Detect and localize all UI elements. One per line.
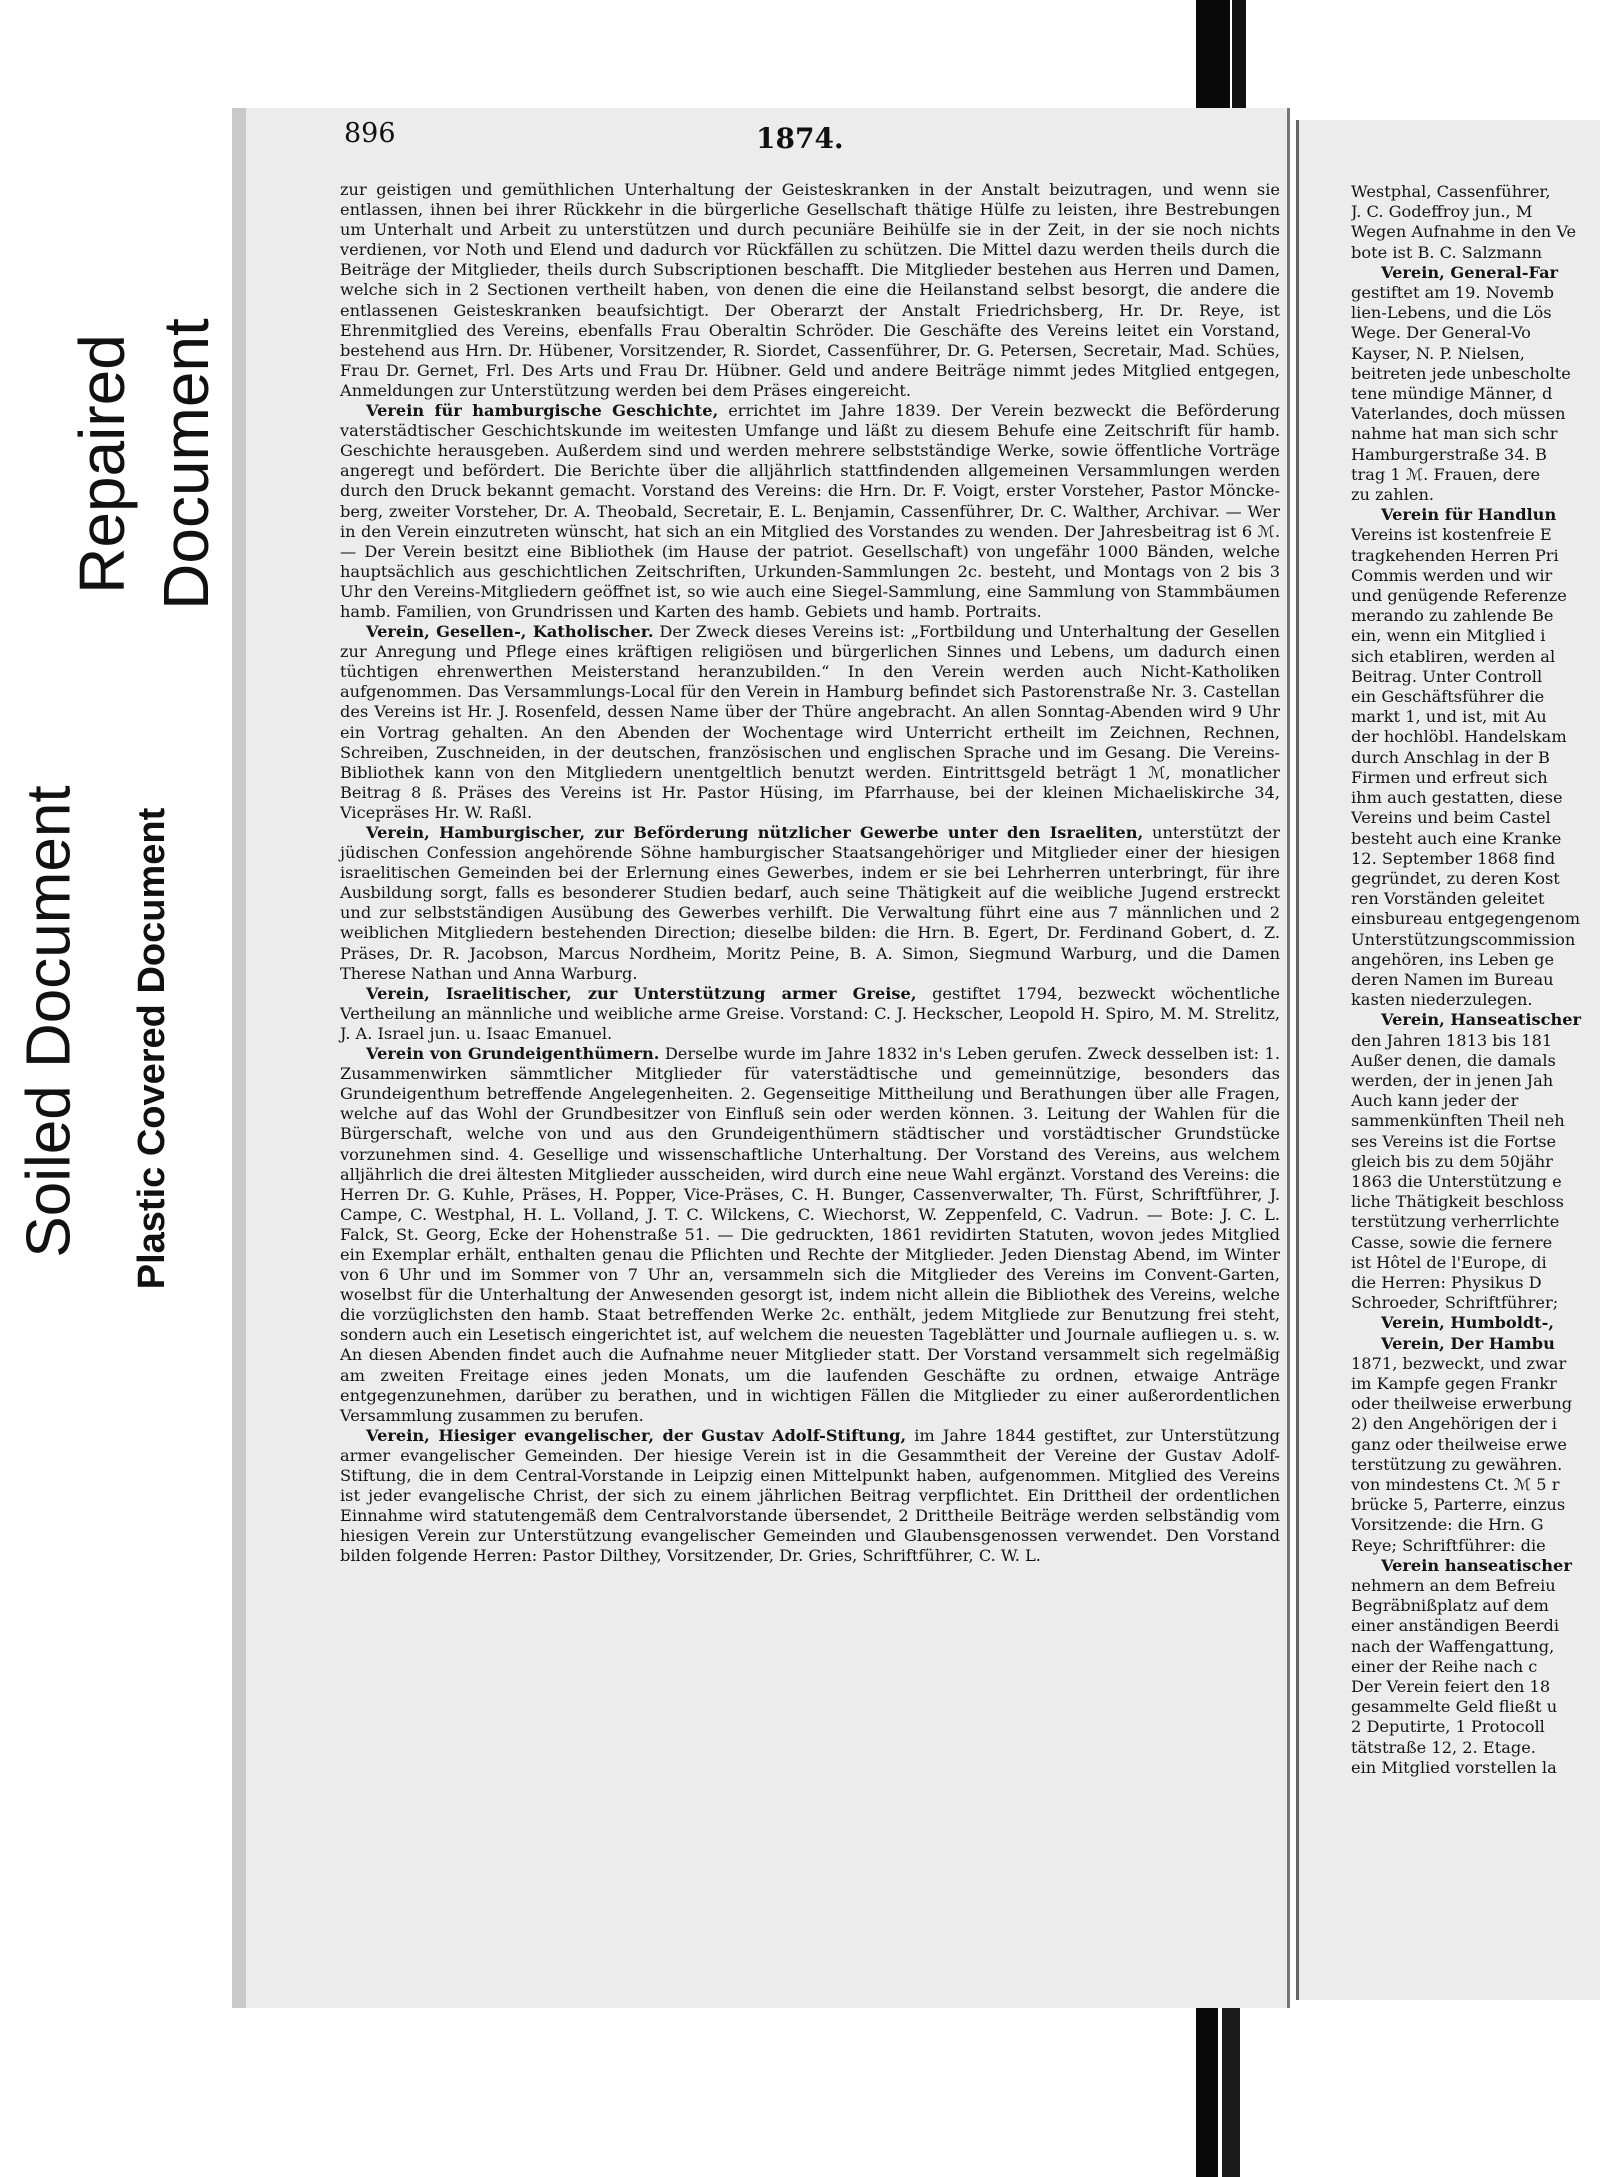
book-page-right: [1296, 120, 1600, 2000]
paragraph: [340, 823, 1280, 984]
right-column-line: Unterstützungscommission: [1351, 929, 1576, 949]
right-column-line: nehmern an dem Befreiu: [1351, 1576, 1556, 1596]
right-column-line: Verein, Humboldt-,: [1381, 1313, 1554, 1333]
right-column-line: 12. September 1868 find: [1351, 848, 1556, 868]
right-column-line: die Herren: Physikus D: [1351, 1272, 1542, 1292]
black-border-strip: [1196, 0, 1230, 110]
right-column-line: sammenkünften Theil neh: [1351, 1111, 1565, 1131]
right-column-line: ein Mitglied vorstellen la: [1351, 1757, 1557, 1777]
paragraph-text: Der Zweck dieses Vereins ist: „Fortbildung und Unterhaltung der Gesellen zur Anregung und Pflege eines kräftigen religiösen und bürgerlichen Sinnes und Lebens, um dadurch einen tüchtigen ehrenwerthen Meisterstand heranzubilden.“ In den Verein werden auch Nicht-Katholiken aufgenommen. Das Versammlungs-Local für den Verein in Hamburg befindet sich Pastorenstraße Nr. 3. Castellan des Vereins ist Hr. J. Rosenfeld, dessen Name über der Thüre angebracht. An allen Sonntag-Abenden wird 9 Uhr ein Vortrag gehalten. An den Abenden der Wochentage wird Unterricht ertheilt im Zeichnen, Rechnen, Schreiben, Zuschneiden, in der deutschen, französischen und englischen Sprache und im Gesang. Die Vereins-Bibliothek kann von den Mitgliedern unentgeltlich benutzt werden. Eintrittsgeld beträgt 1 ℳ, monatlicher Beitrag 8 ß. Präses des Vereins ist Hr. Pastor Hüsing, im Pfarrhause, bei der kleinen Michaeliskirche 34, Vicepräses Hr. W. Raßl.: [340, 622, 1280, 822]
repaired-document-text: Repaired Document: [66, 318, 222, 610]
right-column-line: kasten niederzulegen.: [1351, 990, 1533, 1010]
right-column-line: Vereins und beim Castel: [1351, 808, 1551, 828]
right-column-line: Verein, Hanseatischer: [1381, 1010, 1582, 1030]
right-column-line: 2) den Angehörigen der i: [1351, 1414, 1557, 1434]
plastic-covered-text: Plastic Covered Document: [131, 807, 174, 1289]
right-column-line: 1863 die Unterstützung e: [1351, 1171, 1562, 1191]
paragraph-text: gestiftet 1794, bezweckt wöchentliche Vertheilung an männliche und weibliche arme Greise. Vorstand: C. J. Heckscher, Leopold H. Spiro, M. M. Strelitz, J. A. Israel jun. u. Isaac Emanuel.: [340, 983, 1280, 1043]
paragraph: [340, 180, 1280, 401]
right-column-line: und genügende Referenze: [1351, 586, 1567, 606]
right-column-line: durch Anschlag in der B: [1351, 747, 1550, 767]
right-column-line: gleich bis zu dem 50jähr: [1351, 1151, 1553, 1171]
page-text: [340, 180, 1280, 1566]
right-column-line: ist Hôtel de l'Europe, di: [1351, 1252, 1547, 1272]
paragraph-heading: Verein, Hamburgischer, zur Beförderung nützlicher Gewerbe unter den Israeliten,: [366, 823, 1144, 842]
right-column-line: nahme hat man sich schr: [1351, 424, 1558, 444]
right-column-line: der hochlöbl. Handelskam: [1351, 727, 1567, 747]
right-column-line: beitreten jede unbescholte: [1351, 363, 1571, 383]
repaired-document-label: [64, 268, 224, 660]
paragraph-text: zur geistigen und gemüthlichen Unterhaltung der Geisteskranken in der Anstalt beizutragen, und wenn sie entlassen, ihnen bei ihrer Rückkehr in die bürgerliche Gesellschaft thätige Hülfe zu leisten, ihre Bestrebungen um Unterhalt und Arbeit zu unterstützen und durch pecuniäre Beihülfe sie in der Zeit, in der sie noch nichts verdienen, vor Noth und Elend und dadurch vor Rückfällen zu schützen. Die Mittel dazu werden theils durch die Beiträge der Mitglieder, theils durch Subscriptionen beschafft. Die Mitglieder bestehen aus Herren und Damen, welche sich in 2 Sectionen vertheilt haben, von denen die eine die Heilanstand selbst besorgt, die andere die entlassenen Geisteskranken beaufsichtigt. Der Oberarzt der Anstalt Friedrichsberg, Hr. Dr. Reye, ist Ehrenmitglied des Vereins, ebenfalls Frau Oberaltin Schröder. Die Geschäfte des Vereins leitet ein Vorstand, bestehend aus Hrn. Dr. Hübener, Vorsitzender, R. Siordet, Cassenführer, Dr. G. Petersen, Secretair, Mad. Schües, Frau Dr. Gernet, Frl. Des Arts und Frau Dr. Hübner. Geld und andere Beiträge nimmt jedes Mitglied entgegen, Anmeldungen zur Unterstützung werden bei dem Präses eingereicht.: [340, 180, 1280, 400]
right-column-line: Vereins ist kostenfreie E: [1351, 525, 1552, 545]
right-column-line: einsbureau entgegengenom: [1351, 909, 1581, 929]
right-column-line: besteht auch eine Kranke: [1351, 828, 1562, 848]
paragraph-heading: Verein für hamburgische Geschichte,: [366, 401, 719, 421]
right-column-line: bote ist B. C. Salzmann: [1351, 242, 1543, 262]
right-column-line: Verein, General-Far: [1381, 262, 1559, 282]
right-column-line: einer anständigen Beerdi: [1351, 1616, 1559, 1636]
page-year: 1874.: [756, 122, 844, 155]
black-border-strip: [1232, 0, 1246, 110]
black-border-strip: [1196, 1980, 1218, 2177]
right-column-line: zu zahlen.: [1351, 485, 1435, 505]
right-column-line: oder theilweise erwerbung: [1351, 1394, 1573, 1414]
right-column-line: ganz oder theilweise erwe: [1351, 1434, 1567, 1454]
right-column-line: merando zu zahlende Be: [1351, 606, 1554, 626]
right-column-line: ren Vorständen geleitet: [1351, 889, 1545, 909]
paragraph-text: errichtet im Jahre 1839. Der Verein bezweckt die Beförderung vaterstädtischer Geschichtskunde im weitesten Umfange und läßt zu diesem Behufe eine Zeitschrift für hamb. Geschichte herausgeben. Außerdem sind und werden mehrere selbstständige Werke, sowie öffentliche Vorträge angeregt und befördert. Die Berichte über die alljährlich stattfindenden allgemeinen Versammlungen werden durch den Druck bekannt gemacht. Vorstand des Vereins: die Hrn. Dr. F. Voigt, erster Vorsteher, Pastor Mönckeberg, zweiter Vorsteher, Dr. A. Theobald, Secretair, E. L. Benjamin, Cassenführer, Dr. C. Walther, Archivar. — Wer in den Verein einzutreten wünscht, hat sich an ein Mitglied des Vorstandes zu wenden. Der Jahresbeitrag ist 6 ℳ. — Der Verein besitzt eine Bibliothek (im Hause der patriot. Gesellschaft) von ungefähr 1000 Bänden, welche hauptsächlich aus geschichtlichen Zeitschriften, Urkunden-Sammlungen 2c. besteht, und Montags von 2 bis 3 Uhr den Vereins-Mitgliedern geöffnet ist, so wie auch eine Siegel-Sammlung, eine Sammlung von Stammbäumen hamb. Familien, von Grundrissen und Karten des hamb. Gebiets und hamb. Portraits.: [340, 401, 1281, 621]
right-column-line: Begräbnißplatz auf dem: [1351, 1596, 1549, 1616]
right-column-line: Außer denen, die damals: [1351, 1050, 1556, 1070]
right-column-line: Verein für Handlun: [1381, 505, 1557, 525]
page-number: 896: [344, 118, 396, 149]
page-header: [246, 108, 1287, 154]
right-column-line: tene mündige Männer, d: [1351, 384, 1553, 404]
right-column-line: Kayser, N. P. Nielsen,: [1351, 343, 1525, 363]
right-column-line: Commis werden und wir: [1351, 565, 1553, 585]
right-column-line: liche Thätigkeit beschloss: [1351, 1192, 1564, 1212]
right-column-line: gestiftet am 19. Novemb: [1351, 283, 1555, 303]
right-column-line: tätstraße 12, 2. Etage.: [1351, 1737, 1536, 1757]
right-column-line: Der Verein feiert den 18: [1351, 1677, 1551, 1697]
right-column-line: Reye; Schriftführer: die: [1351, 1535, 1546, 1555]
paragraph-heading: Verein, Israelitischer, zur Unterstützung armer Greise,: [366, 983, 917, 1003]
right-column-line: Firmen und erfreut sich: [1351, 767, 1548, 787]
right-column-line: Hamburgerstraße 34. B: [1351, 444, 1547, 464]
right-column-line: tragkehenden Herren Pri: [1351, 545, 1559, 565]
right-column-line: gegründet, zu deren Kost: [1351, 868, 1560, 888]
right-column-line: ses Vereins ist die Fortse: [1351, 1131, 1557, 1151]
right-column-line: J. C. Godeffroy jun., M: [1351, 202, 1533, 222]
right-column-line: nach der Waffengattung,: [1351, 1636, 1555, 1656]
paragraph: [340, 401, 1280, 622]
right-column-line: Auch kann jeder der: [1351, 1091, 1519, 1111]
right-column-line: Vorsitzende: die Hrn. G: [1351, 1515, 1544, 1535]
right-column-line: Vaterlandes, doch müssen: [1351, 404, 1566, 424]
right-column-line: Wegen Aufnahme in den Ve: [1351, 222, 1577, 242]
right-column-line: Verein hanseatischer: [1381, 1555, 1572, 1575]
right-column-line: 2 Deputirte, 1 Protocoll: [1351, 1717, 1545, 1737]
right-column-line: im Kampfe gegen Frankr: [1351, 1373, 1557, 1393]
paragraph-heading: Verein von Grundeigenthümern.: [366, 1044, 660, 1064]
right-column-line: werden, der in jenen Jah: [1351, 1070, 1554, 1090]
right-column-line: lien-Lebens, und die Lös: [1351, 303, 1552, 323]
paragraph-heading: Verein, Hiesiger evangelischer, der Gustav Adolf-Stiftung,: [366, 1425, 907, 1445]
paragraph-text: Derselbe wurde im Jahre 1832 in's Leben gerufen. Zweck desselben ist: 1. Zusammenwirken sämmtlicher Mitglieder für vaterstädtische und gemeinnützige, besonders das Grundeigenthum betreffende Angelegenheiten. 2. Gegenseitige Mittheilung und Berathungen über alle Fragen, welche auf das Wohl der Grundbesitzer von Einfluß sein oder werden können. 3. Leitung der Wahlen für die Bürgerschaft, welche von und aus den Grundeigenthümern städtischer und vorstädtischer Grundstücke vorzunehmen sind. 4. Gesellige und wissenschaftliche Unterhaltung. Der Vorstand des Vereins, aus welchem alljährlich die drei ältesten Mitglieder ausscheiden, wird durch eine neue Wahl ergänzt. Vorstand des Vereins: die Herren Dr. G. Kuhle, Präses, H. Popper, Vice-Präses, C. H. Bunger, Cassenverwalter, Th. Fürst, Schriftführer, J. Campe, C. Westphal, H. L. Volland, J. T. C. Wilckens, C. Wiechorst, W. Zeppenfeld, C. Vadrun. — Bote: J. C. L. Falck, St. Georg, Ecke der Hohenstraße 51. — Die gedruckten, 1861 revidirten Statuten, wovon jedes Mitglied ein Exemplar erhält, enthalten genau die Pflichten und Rechte der Mitglieder. Jeden Dienstag Abend, im Winter von 6 Uhr und im Sommer von 7 Uhr an, versammeln sich die Mitglieder des Vereins im Convent-Garten, woselbst für die Unterhaltung der Anwesenden gesorgt ist, indem nicht allein die Bibliothek des Vereins, welche die vorzüglichsten den hamb. Staat betreffenden Werke 2c. enthält, jedem Mitgliede zur Benutzung frei steht, sondern auch ein Lesetisch eingerichtet ist, auf welchem die neuesten Tageblätter und Journale aufliegen u. s. w. An diesen Abenden findet auch die Aufnahme neuer Mitglieder statt. Der Vorstand versammelt sich regelmäßig am zweiten Freitage eines jeden Monats, um die laufenden Geschäfte zu ordnen, etwaige Anträge entgegenzunehmen, darüber zu berathen, und in wichtigen Fällen die Mitglieder zu einer außerordentlichen Versammlung zusammen zu berufen.: [340, 1044, 1280, 1425]
right-column-line: markt 1, und ist, mit Au: [1351, 707, 1547, 727]
right-column-line: ein, wenn ein Mitglied i: [1351, 626, 1546, 646]
right-column-line: ihm auch gestatten, diese: [1351, 788, 1563, 808]
right-column-line: Beitrag. Unter Controll: [1351, 666, 1543, 686]
right-column-line: Casse, sowie die fernere: [1351, 1232, 1553, 1252]
paragraph: [340, 984, 1280, 1044]
right-column-line: Schroeder, Schriftführer;: [1351, 1293, 1559, 1313]
paragraph: [340, 622, 1280, 823]
book-page-left: [232, 108, 1290, 2008]
right-column-line: 1871, bezweckt, und zwar: [1351, 1353, 1567, 1373]
paragraph: [340, 1044, 1280, 1426]
right-column-line: deren Namen im Bureau: [1351, 969, 1554, 989]
paragraph-text: unterstützt der jüdischen Confession angehörende Söhne hamburgischer Staatsangehöriger und Mitglieder einer der hiesigen israelitischen Gemeinden bei der Erlernung eines Gewerbes, indem er sie bei Lehrherren unterbringt, für ihre Ausbildung sorgt, falls es besonderer Studien bedarf, auch seine Thätigkeit auf die weibliche Jugend erstreckt und zur selbstständigen Ausübung des Gewerbes verhilft. Die Verwaltung führt eine aus 7 männlichen und 2 weiblichen Mitgliedern bestehenden Direction; dieselbe bilden: die Hrn. B. Egert, Dr. Ferdinand Gobert, d. Z. Präses, Dr. R. Jacobson, Marcus Nordheim, Moritz Peine, B. A. Simon, Siegmund Warburg, und die Damen Therese Nathan und Anna Warburg.: [340, 823, 1280, 983]
right-column-line: Westphal, Cassenführer,: [1351, 182, 1551, 201]
right-column-line: terstützung verherrlichte: [1351, 1212, 1560, 1232]
soiled-document-text: Soiled Document: [14, 784, 84, 1258]
right-column-line: ein Geschäftsführer die: [1351, 687, 1545, 707]
plastic-covered-label: [122, 738, 184, 1358]
right-column-line: sich etabliren, werden al: [1351, 646, 1556, 666]
right-column-text: [1351, 182, 1600, 1778]
soiled-document-label: [14, 660, 84, 1382]
paragraph-text: im Jahre 1844 gestiftet, zur Unterstützung armer evangelischer Gemeinden. Der hiesige Verein ist in die Gesammtheit der Vereine der Gustav Adolf-Stiftung, die in dem Central-Vorstande in Leipzig einen Mittelpunkt haben, aufgenommen. Mitglied des Vereins ist jeder evangelische Christ, der sich zu einem jährlichen Beitrag verpflichtet. Ein Drittheil der ordentlichen Einnahme wird statutengemäß dem Centralvorstande übersendet, 2 Drittheile Beiträge werden selbständig vom hiesigen Verein zur Unterstützung evangelischer Gemeinden und Glaubensgenossen verwendet. Den Vorstand bilden folgende Herren: Pastor Dilthey, Vorsitzender, Dr. Gries, Schriftführer, C. W. L.: [340, 1425, 1281, 1566]
right-column-line: trag 1 ℳ. Frauen, dere: [1351, 464, 1541, 484]
right-column-line: den Jahren 1813 bis 181: [1351, 1030, 1553, 1050]
right-column-line: Wege. Der General-Vo: [1351, 323, 1531, 343]
paragraph-heading: Verein, Gesellen-, Katholischer.: [366, 622, 654, 642]
paragraph: [340, 1426, 1280, 1567]
right-column-line: einer der Reihe nach c: [1351, 1656, 1538, 1676]
right-column-line: Verein, Der Hambu: [1381, 1333, 1555, 1353]
black-border-strip: [1222, 1990, 1240, 2177]
right-column-line: von mindestens Ct. ℳ 5 r: [1351, 1475, 1560, 1494]
right-column-line: gesammelte Geld fließt u: [1351, 1697, 1558, 1717]
right-column-line: angehören, ins Leben ge: [1351, 949, 1555, 969]
right-column-line: brücke 5, Parterre, einzus: [1351, 1495, 1566, 1515]
right-column-line: terstützung zu gewähren.: [1351, 1454, 1563, 1474]
